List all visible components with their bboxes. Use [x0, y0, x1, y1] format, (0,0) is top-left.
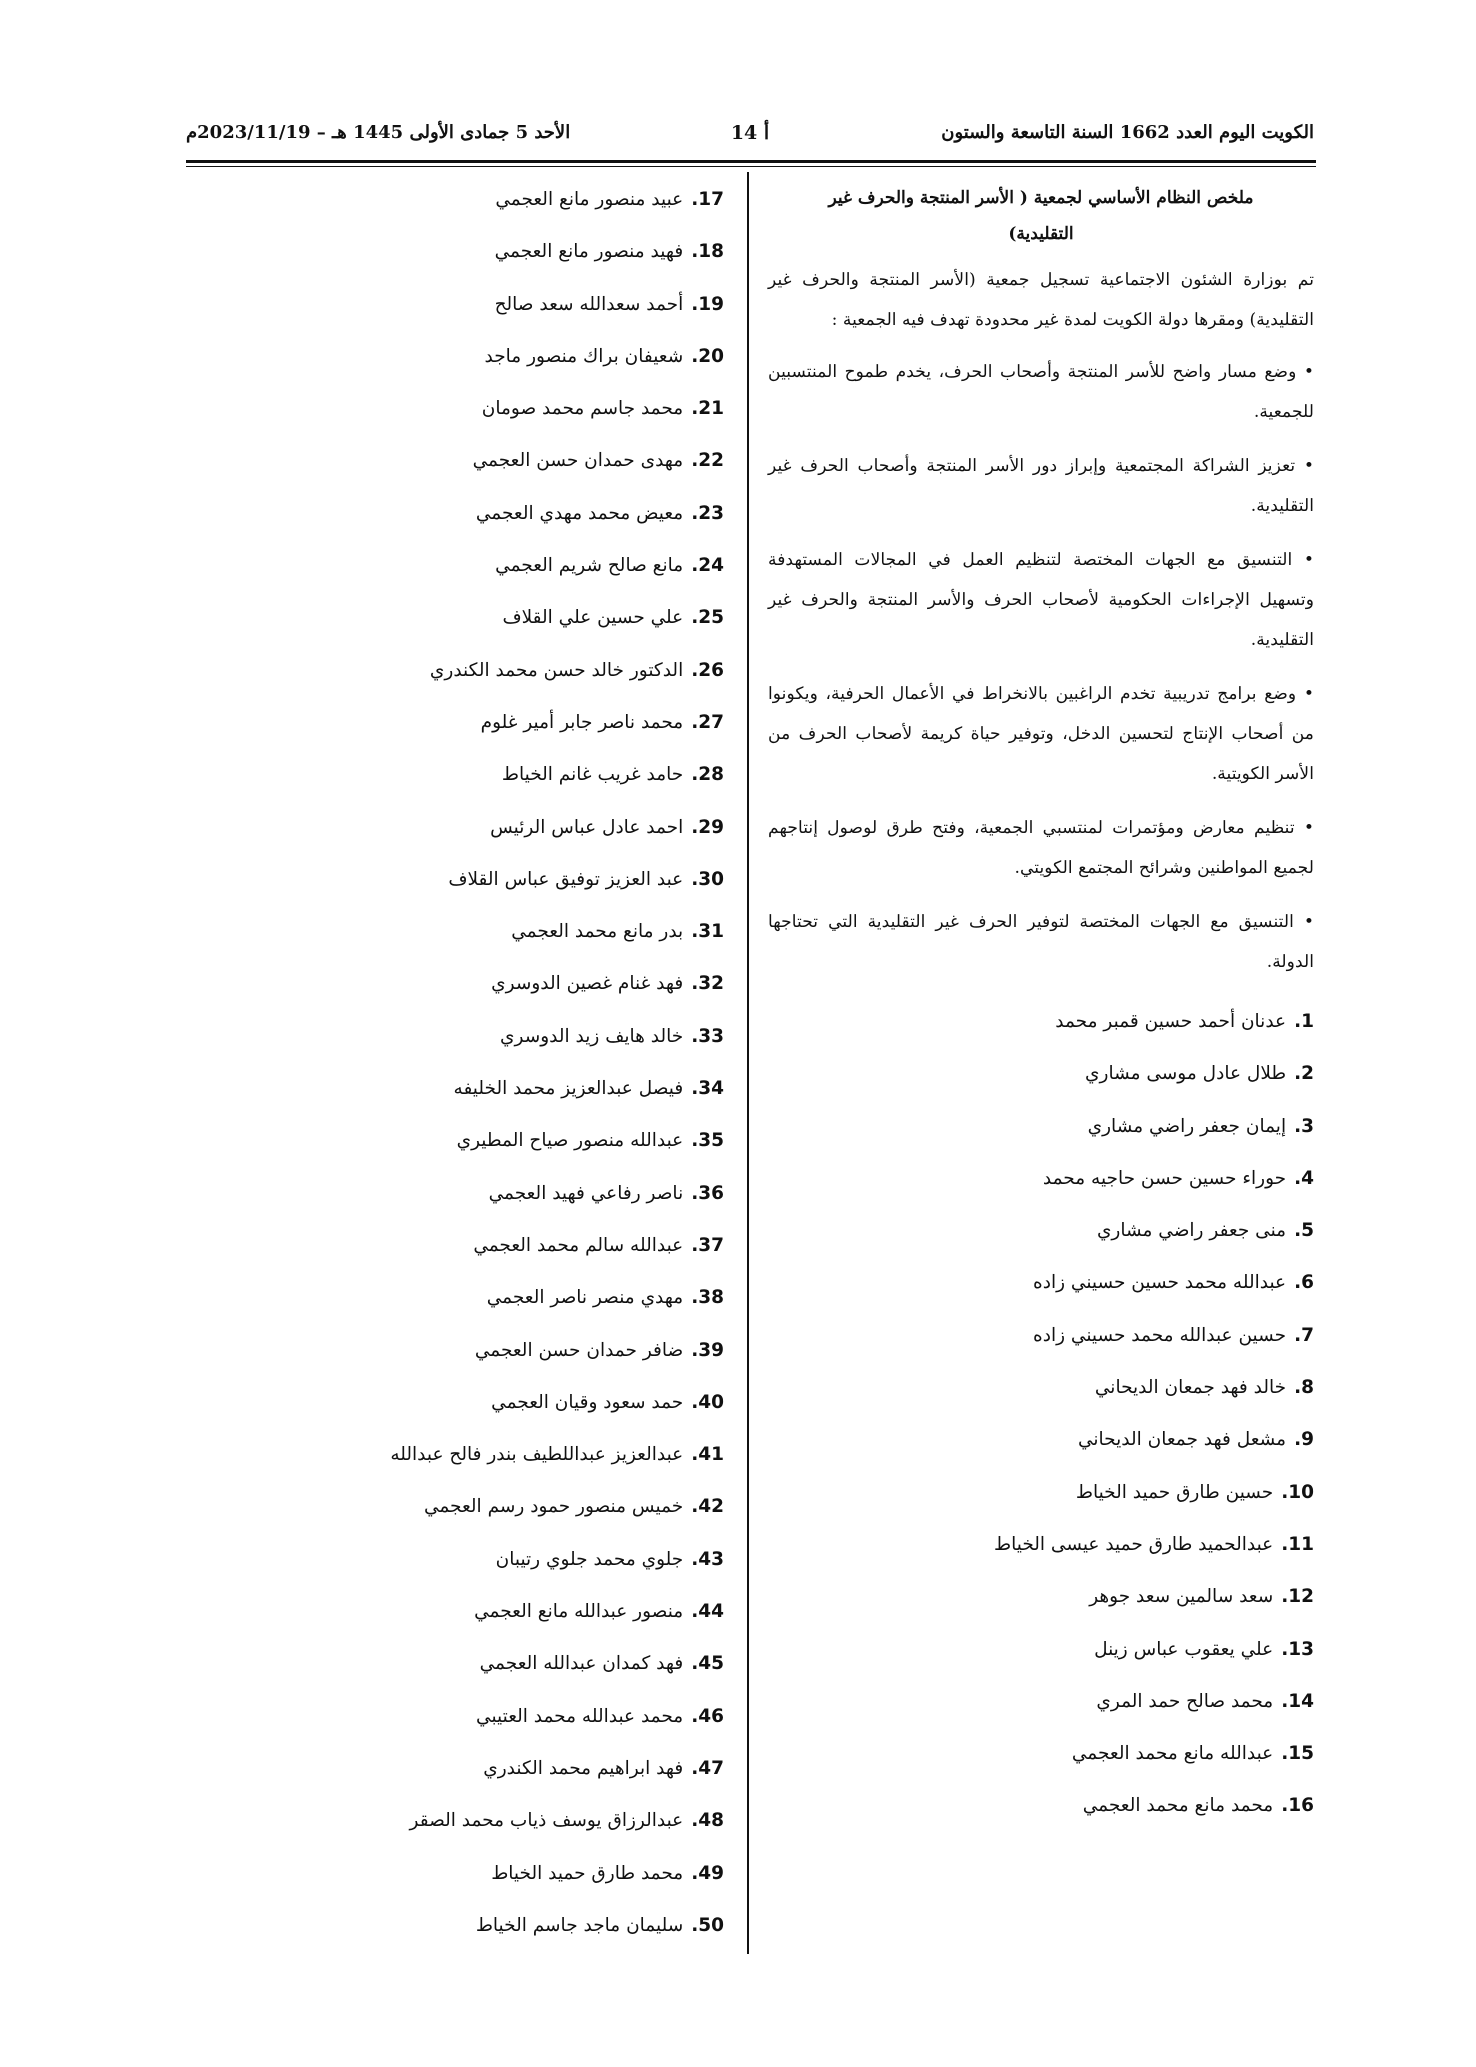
item-number: 28.	[691, 764, 724, 786]
list-item	[300, 1220, 724, 1272]
list-item	[300, 592, 724, 644]
item-number: 50.	[691, 1914, 724, 1936]
member-name: حامد غريب غانم الخياط	[501, 764, 684, 786]
list-item	[768, 1048, 1314, 1100]
item-number: 13.	[1281, 1638, 1314, 1660]
right-column	[768, 180, 1314, 1833]
item-number: 8.	[1294, 1377, 1314, 1399]
item-number: 44.	[691, 1601, 724, 1623]
header-rule-thick	[186, 160, 1316, 163]
list-item	[300, 1115, 724, 1167]
item-number: 45.	[691, 1653, 724, 1675]
list-item	[300, 1534, 724, 1586]
list-item	[300, 1848, 724, 1900]
list-item	[768, 1362, 1314, 1414]
member-name: عبد العزيز توفيق عباس القلاف	[448, 868, 684, 890]
column-divider	[747, 172, 749, 1954]
member-name: فهد ابراهيم محمد الكندري	[483, 1757, 684, 1779]
item-number: 24.	[691, 555, 724, 577]
item-number: 15.	[1281, 1743, 1314, 1765]
list-item	[768, 1467, 1314, 1519]
member-name: مانع صالح شريم العجمي	[495, 555, 684, 577]
item-number: 37.	[691, 1234, 724, 1256]
member-name: عبدالله مانع محمد العجمي	[1071, 1743, 1274, 1765]
objective-item: • تعزيز الشراكة المجتمعية وإبراز دور الأسر المنتجة وأصحاب الحرف غير التقليدية.	[768, 456, 1314, 516]
item-number: 17.	[691, 189, 724, 210]
member-name: فيصل عبدالعزيز محمد الخليفه	[453, 1078, 684, 1100]
item-number: 46.	[691, 1705, 724, 1727]
item-number: 47.	[691, 1757, 724, 1779]
item-number: 10.	[1281, 1481, 1314, 1503]
member-name: أحمد سعدالله سعد صالح	[494, 293, 684, 315]
list-item	[300, 226, 724, 278]
member-name: منصور عبدالله مانع العجمي	[474, 1601, 684, 1623]
list-item	[768, 1624, 1314, 1676]
list-item	[768, 1205, 1314, 1257]
item-number: 11.	[1281, 1533, 1314, 1555]
member-name: عبدالعزيز عبداللطيف بندر فالح عبدالله	[390, 1444, 684, 1466]
item-number: 12.	[1281, 1586, 1314, 1608]
header-rule-thin	[186, 166, 1316, 167]
header-date: الأحد 5 جمادى الأولى 1445 هـ – 2023/11/19م	[186, 122, 571, 143]
objective-item: • التنسيق مع الجهات المختصة لتوفير الحرف غير التقليدية التي تحتاجها الدولة.	[768, 912, 1314, 972]
item-number: 14.	[1281, 1690, 1314, 1712]
list-item	[768, 1676, 1314, 1728]
list-item	[300, 1795, 724, 1847]
member-name: عبدالله محمد حسين حسيني زاده	[1033, 1272, 1287, 1294]
list-item	[300, 1638, 724, 1690]
summary-title	[768, 180, 1314, 252]
item-number: 25.	[691, 607, 724, 629]
member-name: حسين طارق حميد الخياط	[1075, 1481, 1274, 1503]
list-item	[300, 1272, 724, 1324]
member-name: جلوي محمد جلوي رتيبان	[495, 1548, 684, 1570]
list-item	[768, 1780, 1314, 1832]
list-item	[768, 1101, 1314, 1153]
item-number: 3.	[1294, 1115, 1314, 1137]
item-number: 35.	[691, 1130, 724, 1152]
member-name: عبدالرزاق يوسف ذياب محمد الصقر	[409, 1810, 684, 1832]
founders-list-right	[768, 996, 1314, 1833]
item-number: 20.	[691, 345, 724, 367]
item-number: 18.	[691, 241, 724, 263]
item-number: 34.	[691, 1078, 724, 1100]
list-item	[300, 697, 724, 749]
list-item	[300, 1691, 724, 1743]
list-item	[768, 1728, 1314, 1780]
member-name: عبدالله منصور صياح المطيري	[456, 1130, 684, 1152]
list-item	[768, 1414, 1314, 1466]
list-item	[300, 1481, 724, 1533]
header-page-number: أ 14	[730, 122, 770, 144]
member-name: محمد مانع محمد العجمي	[1082, 1795, 1274, 1817]
item-number: 9.	[1294, 1429, 1314, 1451]
member-name: علي حسين علي القلاف	[502, 607, 684, 629]
objective-item: • التنسيق مع الجهات المختصة لتنظيم العمل في المجالات المستهدفة وتسهيل الإجراءات الحكومية لأصحاب الحرف والأسر المنتجة والحرف غير التقليدية.	[768, 550, 1314, 650]
list-item	[300, 749, 724, 801]
member-name: فهيد منصور مانع العجمي	[494, 241, 684, 263]
list-item	[300, 1586, 724, 1638]
list-item	[300, 1429, 724, 1481]
objective-item: • وضع برامج تدريبية تخدم الراغبين بالانخراط في الأعمال الحرفية، ويكونوا من أصحاب الإنتاج لتحسين الدخل، وتوفير حياة كريمة لأصحاب الحرف من الأسر الكويتية.	[768, 684, 1314, 784]
member-name: سليمان ماجد جاسم الخياط	[475, 1914, 684, 1936]
item-number: 7.	[1294, 1324, 1314, 1346]
item-number: 26.	[691, 659, 724, 681]
item-number: 22.	[691, 450, 724, 472]
list-item	[300, 1063, 724, 1115]
summary-intro: تم بوزارة الشئون الاجتماعية تسجيل جمعية (الأسر المنتجة والحرف غير التقليدية) ومقرها دولة الكويت لمدة غير محدودة تهدف فيه الجمعية :	[768, 270, 1314, 330]
list-item	[300, 854, 724, 906]
member-name: ناصر رفاعي فهيد العجمي	[488, 1182, 684, 1204]
member-name: مهدى حمدان حسن العجمي	[472, 450, 684, 472]
member-name: حسين عبدالله محمد حسيني زاده	[1033, 1324, 1287, 1346]
item-number: 33.	[691, 1025, 724, 1047]
list-item	[300, 1743, 724, 1795]
list-item	[768, 1310, 1314, 1362]
member-name: الدكتور خالد حسن محمد الكندري	[429, 659, 684, 681]
list-item	[300, 540, 724, 592]
item-number: 49.	[691, 1862, 724, 1884]
list-item	[300, 331, 724, 383]
summary-title-line1: ملخص النظام الأساسي لجمعية ( الأسر المنتجة والحرف غير	[828, 188, 1254, 208]
list-item	[300, 802, 724, 854]
member-name: خميس منصور حمود رسم العجمي	[423, 1496, 684, 1518]
member-name: طلال عادل موسى مشاري	[1085, 1063, 1287, 1085]
item-number: 1.	[1294, 1011, 1314, 1032]
member-name: خالد فهد جمعان الديحاني	[1094, 1377, 1287, 1399]
header-issue-info: الكويت اليوم العدد 1662 السنة التاسعة والستون	[941, 122, 1314, 143]
member-name: فهد غنام غصين الدوسري	[491, 973, 684, 995]
item-number: 38.	[691, 1287, 724, 1309]
list-item	[768, 1257, 1314, 1309]
member-name: ضافر حمدان حسن العجمي	[474, 1339, 684, 1361]
list-item	[300, 435, 724, 487]
member-name: محمد جاسم محمد صومان	[481, 398, 684, 420]
page-header	[186, 122, 1314, 156]
member-name: خالد هايف زيد الدوسري	[500, 1025, 684, 1047]
item-number: 5.	[1294, 1220, 1314, 1242]
item-number: 27.	[691, 711, 724, 733]
list-item	[768, 1519, 1314, 1571]
item-number: 40.	[691, 1391, 724, 1413]
member-name: محمد صالح حمد المري	[1096, 1690, 1274, 1712]
member-name: احمد عادل عباس الرئيس	[490, 816, 684, 838]
item-number: 23.	[691, 502, 724, 524]
item-number: 48.	[691, 1810, 724, 1832]
item-number: 36.	[691, 1182, 724, 1204]
member-name: محمد طارق حميد الخياط	[491, 1862, 684, 1884]
member-name: سعد سالمين سعد جوهر	[1089, 1586, 1274, 1608]
member-name: منى جعفر راضي مشاري	[1096, 1220, 1287, 1242]
list-item	[300, 906, 724, 958]
list-item	[300, 1377, 724, 1429]
list-item	[300, 279, 724, 331]
member-name: محمد عبدالله محمد العتيبي	[476, 1705, 684, 1727]
member-name: حمد سعود وقيان العجمي	[491, 1391, 684, 1413]
item-number: 19.	[691, 293, 724, 315]
list-item	[300, 488, 724, 540]
item-number: 43.	[691, 1548, 724, 1570]
item-number: 21.	[691, 398, 724, 420]
member-name: بدر مانع محمد العجمي	[511, 921, 684, 943]
member-name: شعيفان براك منصور ماجد	[484, 345, 684, 367]
list-item	[300, 383, 724, 435]
item-number: 4.	[1294, 1167, 1314, 1189]
item-number: 32.	[691, 973, 724, 995]
item-number: 39.	[691, 1339, 724, 1361]
list-item	[300, 645, 724, 697]
list-item	[300, 174, 724, 226]
objective-item: • تنظيم معارض ومؤتمرات لمنتسبي الجمعية، وفتح طرق لوصول إنتاجهم لجميع المواطنين وشرائح المجتمع الكويتي.	[768, 818, 1314, 878]
member-name: عدنان أحمد حسين قمبر محمد	[1055, 1011, 1287, 1032]
member-name: عبدالله سالم محمد العجمي	[473, 1234, 684, 1256]
item-number: 41.	[691, 1444, 724, 1466]
left-column	[300, 174, 724, 1952]
member-name: مشعل فهد جمعان الديحاني	[1077, 1429, 1287, 1451]
member-name: عبدالحميد طارق حميد عيسى الخياط	[993, 1533, 1274, 1555]
list-item	[300, 958, 724, 1010]
list-item	[300, 1325, 724, 1377]
summary-title-line2: التقليدية)	[1008, 224, 1074, 244]
member-name: إيمان جعفر راضي مشاري	[1087, 1115, 1287, 1137]
list-item	[300, 1168, 724, 1220]
list-item	[300, 1011, 724, 1063]
item-number: 31.	[691, 921, 724, 943]
item-number: 42.	[691, 1496, 724, 1518]
member-name: مهدي منصر ناصر العجمي	[486, 1287, 684, 1309]
list-item	[768, 1153, 1314, 1205]
item-number: 16.	[1281, 1795, 1314, 1817]
member-name: فهد كمدان عبدالله العجمي	[479, 1653, 684, 1675]
item-number: 29.	[691, 816, 724, 838]
member-name: عبيد منصور مانع العجمي	[495, 189, 684, 210]
founders-list-left	[300, 174, 724, 1952]
objective-item: • وضع مسار واضح للأسر المنتجة وأصحاب الحرف، يخدم طموح المنتسبين للجمعية.	[768, 362, 1314, 422]
member-name: معيض محمد مهدي العجمي	[475, 502, 684, 524]
item-number: 6.	[1294, 1272, 1314, 1294]
list-item	[768, 1571, 1314, 1623]
member-name: علي يعقوب عباس زينل	[1094, 1638, 1274, 1660]
member-name: محمد ناصر جابر أمير غلوم	[480, 711, 684, 733]
item-number: 2.	[1294, 1063, 1314, 1085]
list-item	[768, 996, 1314, 1048]
list-item	[300, 1900, 724, 1952]
item-number: 30.	[691, 868, 724, 890]
member-name: حوراء حسين حسن حاجيه محمد	[1042, 1167, 1287, 1189]
